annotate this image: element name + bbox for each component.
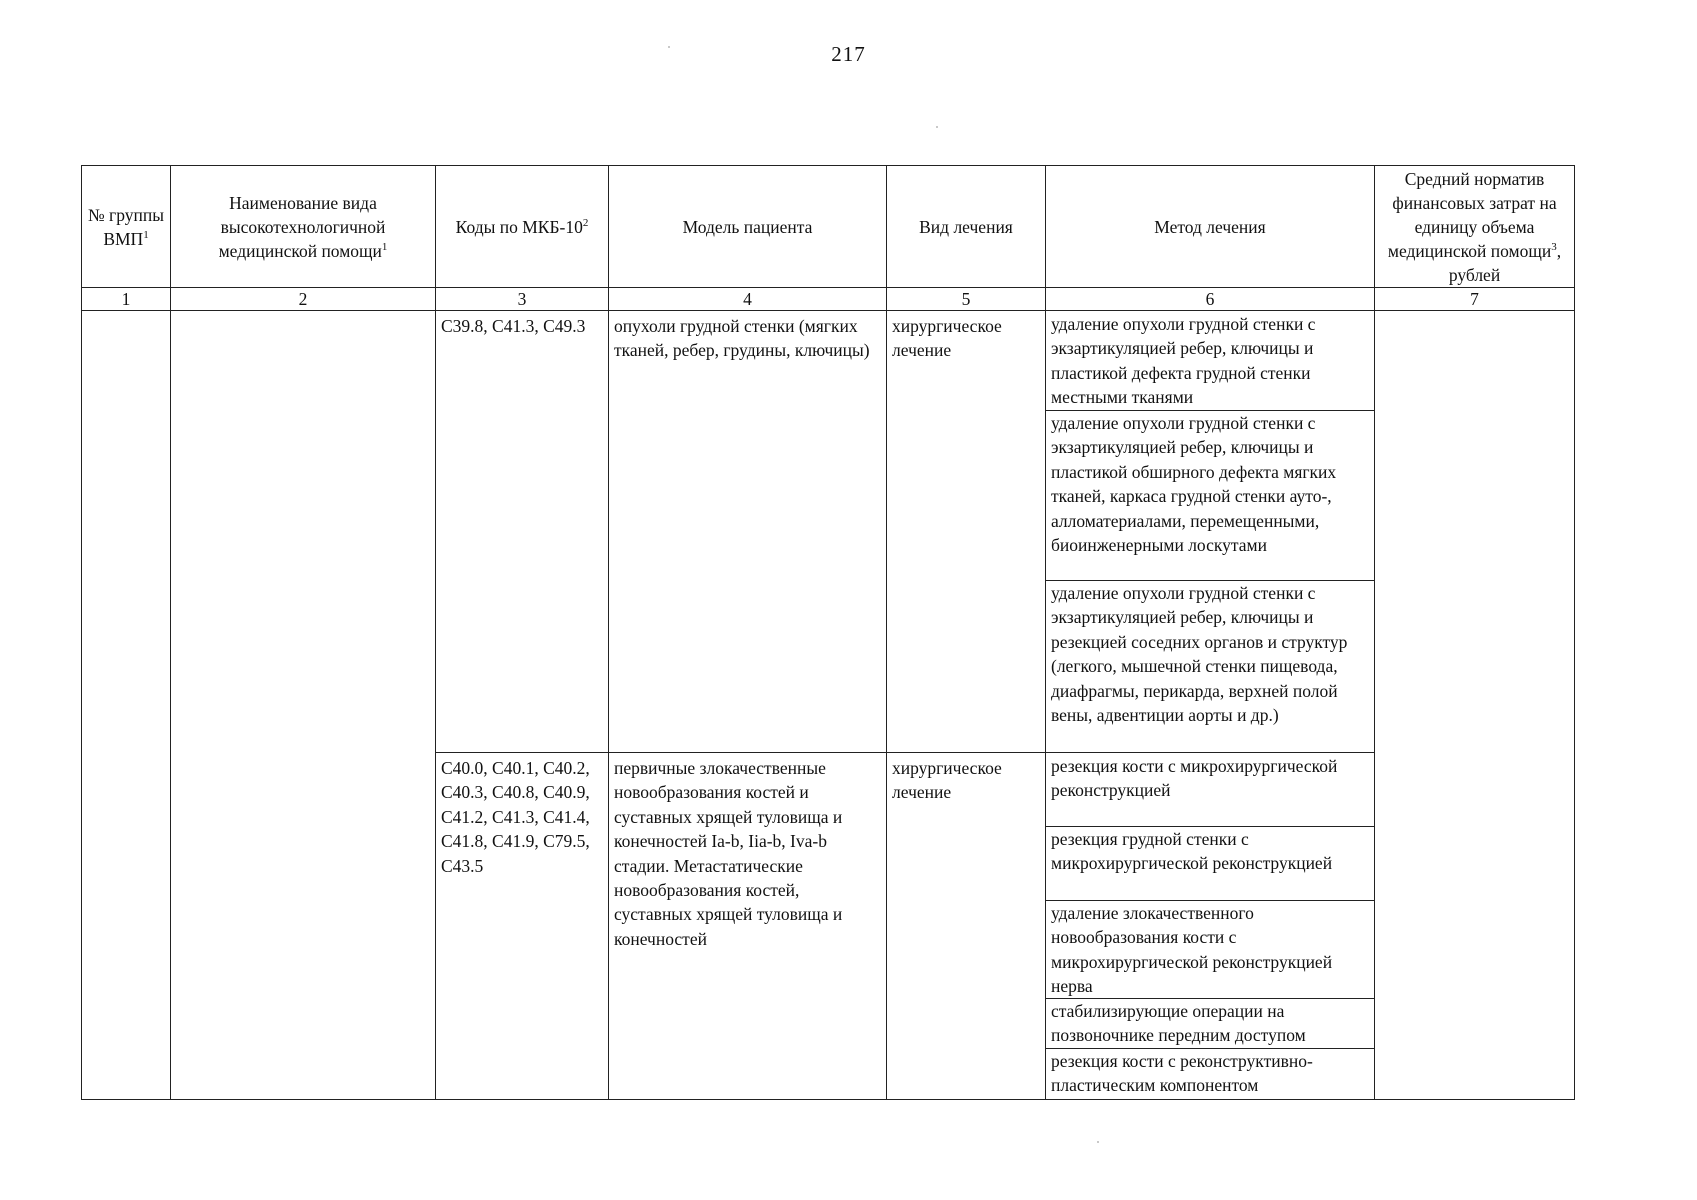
vmp-table [81, 165, 1575, 1100]
method-item: стабилизирующие операции на позвоночнике передним доступом [1046, 999, 1374, 1049]
scan-speck [668, 46, 670, 48]
scan-speck [1097, 1141, 1099, 1143]
header-patient-model: Модель пациента [609, 166, 887, 288]
patient-model-cell: опухоли грудной стенки (мягких тканей, ребер, грудины, ключицы) [609, 311, 887, 753]
treatment-method-cell [1046, 311, 1375, 753]
header-group-number: № группы ВМП$^1$ [82, 166, 171, 288]
column-number: 5 [887, 288, 1046, 311]
group-number-cell [82, 311, 171, 1100]
scan-speck [936, 126, 938, 128]
treatment-type-cell: хирургическое лечение [887, 753, 1046, 1100]
icd-codes-cell: C40.0, C40.1, C40.2, C40.3, C40.8, C40.9, C41.2, C41.3, C41.4, C41.8, C41.9, C79.5, C43.5 [436, 753, 609, 1100]
column-number: 6 [1046, 288, 1375, 311]
header-icd-codes: Коды по МКБ-$10^2$ [436, 166, 609, 288]
column-number-row [82, 288, 1575, 311]
header-cost-standard: Средний норматив финансовых затрат на единицу объема медицинской помощи$^3$, рублей [1375, 166, 1575, 288]
method-item: удаление злокачественного новообразования кости с микрохирургической реконструкцией нерва [1046, 901, 1374, 999]
cost-standard-cell [1375, 311, 1575, 1100]
patient-model-cell: первичные злокачественные новообразования костей и суставных хрящей туловища и конечностей Ia-b, Iia-b, Iva-b стадии. Метастатические новообразования костей, суставных хрящей туловища и конечностей [609, 753, 887, 1100]
table-header-row [82, 166, 1575, 288]
column-number: 7 [1375, 288, 1575, 311]
method-item: резекция грудной стенки с микрохирургической реконструкцией [1046, 827, 1374, 901]
treatment-method-cell [1046, 753, 1375, 1100]
column-number: 3 [436, 288, 609, 311]
column-number: 1 [82, 288, 171, 311]
icd-codes-cell: C39.8, C41.3, C49.3 [436, 311, 609, 753]
method-item: удаление опухоли грудной стенки с экзартикуляцией ребер, ключицы и пластикой дефекта грудной стенки местными тканями [1046, 311, 1374, 411]
header-treatment-method: Метод лечения [1046, 166, 1375, 288]
treatment-type-cell: хирургическое лечение [887, 311, 1046, 753]
care-type-name-cell [171, 311, 436, 1100]
header-treatment-type: Вид лечения [887, 166, 1046, 288]
column-number: 4 [609, 288, 887, 311]
table-row [82, 311, 1575, 753]
method-item: резекция кости с микрохирургической реконструкцией [1046, 753, 1374, 827]
method-item: удаление опухоли грудной стенки с экзартикуляцией ребер, ключицы и пластикой обширного дефекта мягких тканей, каркаса грудной стенки ауто-, алломатериалами, перемещенными, биоинженерными лоскутами [1046, 411, 1374, 581]
header-care-type-name: Наименование вида высокотехнологичной медицинской помощи$^1$ [171, 166, 436, 288]
method-item: резекция кости с реконструктивно-пластическим компонентом [1051, 1051, 1313, 1096]
page-number: 217 [831, 42, 866, 66]
column-number: 2 [171, 288, 436, 311]
method-item: удаление опухоли грудной стенки с экзартикуляцией ребер, ключицы и резекцией соседних органов и структур (легкого, мышечной стенки пищевода, диафрагмы, перикарда, верхней полой вены, адвентиции аорты и др.) [1051, 583, 1348, 726]
